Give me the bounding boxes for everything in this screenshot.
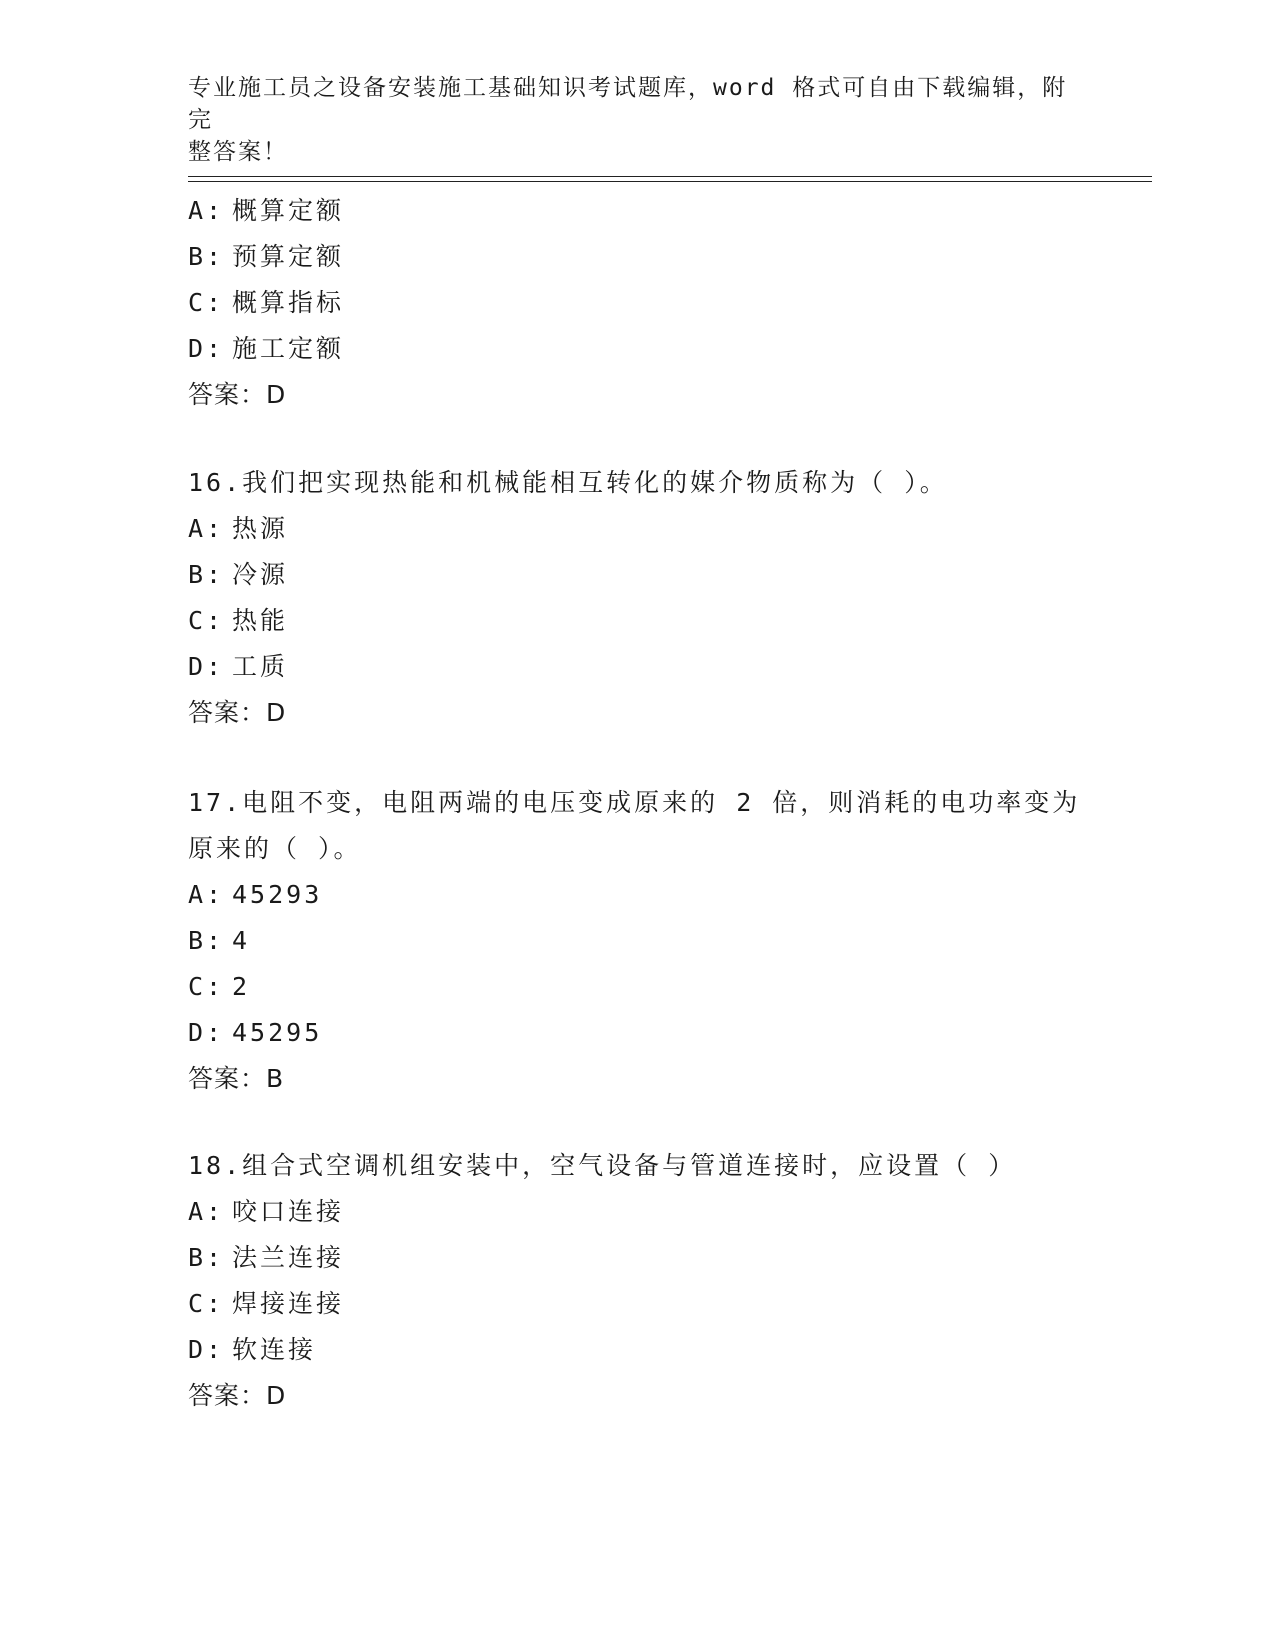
option-text: 概算定额 bbox=[232, 196, 345, 225]
option-text: 法兰连接 bbox=[232, 1243, 345, 1272]
option-label: A: bbox=[188, 880, 225, 909]
option-a bbox=[188, 872, 1088, 918]
option-label: C: bbox=[188, 1289, 225, 1318]
option-d bbox=[188, 644, 1088, 690]
question-16 bbox=[188, 460, 1088, 736]
option-text: 热能 bbox=[232, 606, 289, 635]
option-text: 45293 bbox=[232, 880, 323, 909]
option-c bbox=[188, 598, 1088, 644]
question-stem: 16.我们把实现热能和机械能相互转化的媒介物质称为（ ）。 bbox=[188, 468, 948, 497]
answer: 答案：D bbox=[188, 380, 287, 409]
option-label: A: bbox=[188, 1197, 225, 1226]
question-17 bbox=[188, 780, 1088, 1102]
option-text: 焊接连接 bbox=[232, 1289, 345, 1318]
option-label: C: bbox=[188, 606, 225, 635]
answer: 答案：D bbox=[188, 698, 287, 727]
option-text: 2 bbox=[232, 972, 251, 1001]
option-d bbox=[188, 1010, 1088, 1056]
question-stem-line-1: 17.电阻不变，电阻两端的电压变成原来的 2 倍，则消耗的电功率变为 bbox=[188, 788, 1081, 817]
option-text: 冷源 bbox=[232, 560, 289, 589]
option-b bbox=[188, 1235, 1088, 1281]
option-label: B: bbox=[188, 926, 225, 955]
option-a bbox=[188, 1189, 1088, 1235]
option-c bbox=[188, 1281, 1088, 1327]
option-label: D: bbox=[188, 1335, 225, 1364]
option-label: D: bbox=[188, 334, 225, 363]
option-text: 概算指标 bbox=[232, 288, 345, 317]
option-text: 工质 bbox=[232, 652, 289, 681]
option-d bbox=[188, 326, 1088, 372]
document-intro bbox=[188, 72, 1068, 168]
option-label: A: bbox=[188, 196, 225, 225]
header-divider-bottom bbox=[188, 181, 1152, 182]
option-label: D: bbox=[188, 1018, 225, 1047]
option-text: 4 bbox=[232, 926, 251, 955]
option-label: D: bbox=[188, 652, 225, 681]
option-a bbox=[188, 188, 1088, 234]
question-stem-line-2: 原来的（ ）。 bbox=[188, 834, 362, 863]
option-text: 施工定额 bbox=[232, 334, 345, 363]
intro-line-2: 整答案！ bbox=[188, 139, 288, 165]
option-label: B: bbox=[188, 560, 225, 589]
option-b bbox=[188, 234, 1088, 280]
option-c bbox=[188, 964, 1088, 1010]
header-divider-top bbox=[188, 176, 1152, 177]
option-b bbox=[188, 918, 1088, 964]
option-text: 软连接 bbox=[232, 1335, 317, 1364]
option-text: 45295 bbox=[232, 1018, 323, 1047]
answer: 答案：B bbox=[188, 1064, 285, 1093]
option-c bbox=[188, 280, 1088, 326]
answer: 答案：D bbox=[188, 1381, 287, 1410]
option-a bbox=[188, 506, 1088, 552]
option-label: B: bbox=[188, 242, 225, 271]
option-label: C: bbox=[188, 288, 225, 317]
option-text: 咬口连接 bbox=[232, 1197, 345, 1226]
option-label: A: bbox=[188, 514, 225, 543]
question-stem: 18.组合式空调机组安装中，空气设备与管道连接时，应设置（ ） bbox=[188, 1151, 1017, 1180]
intro-line-1: 专业施工员之设备安装施工基础知识考试题库，word 格式可自由下载编辑，附完 bbox=[188, 75, 1068, 133]
option-d bbox=[188, 1327, 1088, 1373]
option-text: 热源 bbox=[232, 514, 289, 543]
question-15 bbox=[188, 188, 1088, 418]
question-18 bbox=[188, 1143, 1088, 1419]
option-b bbox=[188, 552, 1088, 598]
option-text: 预算定额 bbox=[232, 242, 345, 271]
option-label: C: bbox=[188, 972, 225, 1001]
option-label: B: bbox=[188, 1243, 225, 1272]
